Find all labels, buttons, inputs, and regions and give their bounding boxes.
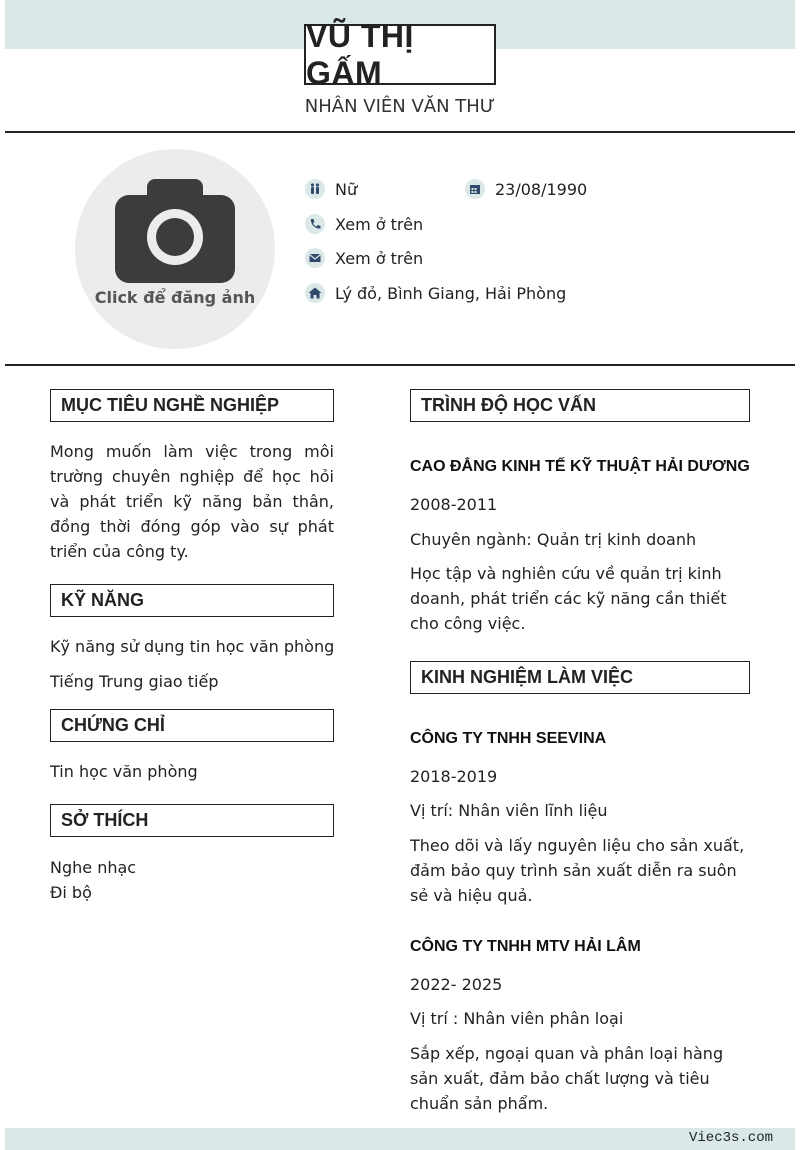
phone-icon [305,214,325,234]
watermark: Viec3s.com [688,1130,773,1146]
phone-row [305,214,423,234]
certificates-heading: CHỨNG CHỈ [50,709,334,742]
job-years: 2018-2019 [410,767,498,786]
education-heading: TRÌNH ĐỘ HỌC VẤN [410,389,750,422]
calendar-icon [465,179,485,199]
company-name: CÔNG TY TNHH MTV HẢI LÂM [410,938,641,955]
home-icon [305,283,325,303]
footer-band [5,1128,795,1150]
gender-row [305,179,357,199]
divider-top [5,131,795,133]
education-major: Chuyên ngành: Quản trị kinh doanh [410,530,697,549]
photo-upload[interactable] [75,149,275,349]
email-value: Xem ở trên [335,248,424,268]
hobby-item: Nghe nhạc [50,858,137,877]
certificate-item: Tin học văn phòng [50,762,198,781]
education-years: 2008-2011 [410,495,498,514]
job-description: Theo dõi và lấy nguyên liệu cho sản xuất, đảm bảo quy trình sản xuất diễn ra suôn sẻ và hiệu quả. [410,836,745,905]
experience-heading: KINH NGHIỆM LÀM VIỆC [410,661,750,694]
skill-item: Kỹ năng sử dụng tin học văn phòng [50,637,335,656]
dob-row [465,179,587,199]
email-row [305,248,423,268]
hobbies-heading: SỞ THÍCH [50,804,334,837]
gender-icon [305,179,325,199]
job-description: Sắp xếp, ngoại quan và phân loại hàng sản xuất, đảm bảo chất lượng và tiêu chuẩn sản phẩm. [410,1044,724,1113]
objective-heading: MỤC TIÊU NGHỀ NGHIỆP [50,389,334,422]
address-row [305,283,566,303]
job-title: NHÂN VIÊN VĂN THƯ [304,96,496,117]
job-position: Vị trí : Nhân viên phân loại [410,1009,624,1028]
camera-icon [115,177,235,283]
school-name: CAO ĐẲNG KINH TẾ KỸ THUẬT HẢI DƯƠNG [410,458,750,475]
job-position: Vị trí: Nhân viên lĩnh liệu [410,801,608,820]
skill-item: Tiếng Trung giao tiếp [50,672,219,691]
phone-value: Xem ở trên [335,214,424,234]
dob-value: 23/08/1990 [495,179,588,199]
envelope-icon [305,248,325,268]
job-years: 2022- 2025 [410,975,503,994]
hobby-item: Đi bộ [50,883,92,902]
gender-value: Nữ [335,179,358,199]
education-description: Học tập và nghiên cứu về quản trị kinh doanh, phát triển các kỹ năng cần thiết cho công việc. [410,564,727,633]
divider-middle [5,364,795,366]
candidate-name: VŨ THỊ GẤM [304,24,496,85]
company-name: CÔNG TY TNHH SEEVINA [410,730,607,747]
objective-text: Mong muốn làm việc trong môi trường chuyên nghiệp để học hỏi và phát triển kỹ năng bản thân, đồng thời đóng góp vào sự phát triển của công ty. [50,442,334,561]
photo-upload-label: Click để đăng ảnh [94,288,256,307]
address-value: Lý đỏ, Bình Giang, Hải Phòng [335,283,567,303]
skills-heading: KỸ NĂNG [50,584,334,617]
